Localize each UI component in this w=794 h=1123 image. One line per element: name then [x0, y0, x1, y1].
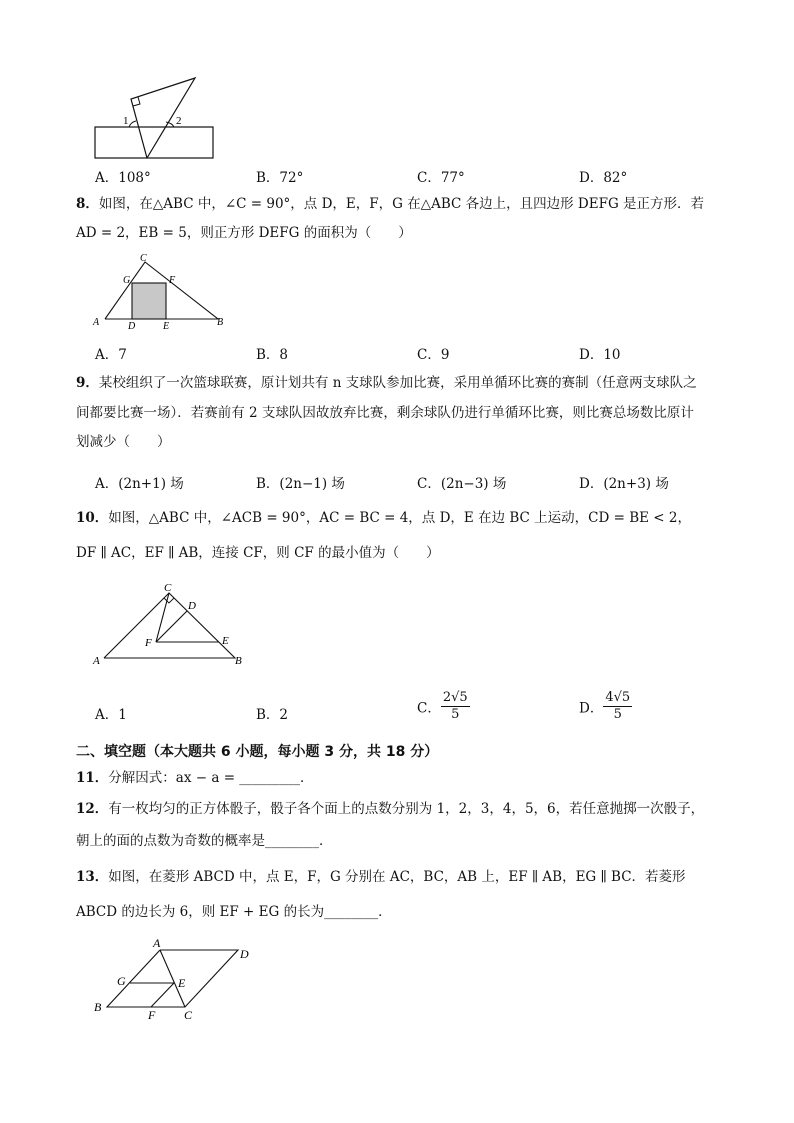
- q9-option-a[interactable]: A．(2n+1) 场: [95, 476, 184, 492]
- q13-label-f: F: [148, 1008, 156, 1022]
- section2-title: 二、填空题（本大题共 6 小题，每小题 3 分，共 18 分）: [76, 744, 439, 760]
- q10-text-line2: DF ∥ AC，EF ∥ AB，连接 CF，则 CF 的最小值为（ ）: [76, 545, 440, 561]
- q10-label-f: F: [145, 637, 152, 649]
- q7-option-c[interactable]: C．77°: [417, 170, 465, 186]
- q9-text-line2: 间都要比赛一场）．若赛前有 2 支球队因故放弃比赛，剩余球队仍进行单循环比赛，则比赛总场数比原计: [76, 405, 694, 421]
- q10-number: 10．: [76, 510, 109, 526]
- q10-option-b[interactable]: B．2: [256, 707, 289, 723]
- q12-number: 12．: [76, 801, 109, 817]
- q11-number: 11．: [76, 770, 109, 786]
- q7-option-a[interactable]: A．108°: [95, 170, 151, 186]
- q9-option-d[interactable]: D．(2n+3) 场: [579, 476, 669, 492]
- q8-square-defg: [132, 283, 166, 319]
- q11-text: 分解因式：ax − a = _________．: [108, 770, 314, 786]
- q10-option-d-fraction: $\frac{4√5}{5}$: [605, 690, 631, 722]
- q8-option-a[interactable]: A．7: [95, 347, 127, 363]
- q9-option-b[interactable]: B．(2n−1) 场: [256, 476, 345, 492]
- q10-option-d[interactable]: D． $\frac{4√5}{5}$: [579, 690, 631, 722]
- q13-label-a: A: [153, 936, 161, 950]
- q10-right-angle-mark: [164, 598, 174, 603]
- q13-label-g: G: [117, 974, 126, 988]
- q8-label-c: C: [140, 253, 147, 264]
- q8-label-e: E: [163, 321, 170, 332]
- q9-number: 9．: [76, 375, 99, 391]
- q10-segment-cf: [156, 593, 169, 642]
- q9-text-line1: 某校组织了一次篮球联赛，原计划共有 n 支球队参加比赛，采用单循环比赛的赛制（任意两支球队之: [98, 375, 697, 391]
- q10-option-a[interactable]: A．1: [95, 707, 127, 723]
- q8-option-d[interactable]: D．10: [579, 347, 621, 363]
- q13-label-c: C: [184, 1008, 193, 1022]
- q12-text-line1: 有一枚均匀的正方体骰子，骰子各个面上的点数分别为 1，2，3，4，5，6，若任意抛掷一次骰子，: [108, 801, 705, 817]
- q10-option-c-fraction: $\frac{2√5}{5}$: [442, 690, 468, 722]
- q10-option-c[interactable]: C． $\frac{2√5}{5}$: [417, 690, 468, 722]
- q13-label-d: D: [240, 947, 249, 961]
- q12-text-line2: 朝上的面的点数为奇数的概率是________．: [76, 833, 333, 849]
- q10-label-e: E: [222, 635, 229, 647]
- q10-question: [76, 507, 691, 529]
- q13-label-b: B: [94, 1000, 102, 1014]
- q13-segment-ef: [151, 983, 174, 1007]
- q13-label-e: E: [178, 976, 186, 990]
- q7-option-b[interactable]: B．72°: [256, 170, 304, 186]
- q8-number: 8．: [76, 196, 99, 212]
- q10-label-d: D: [188, 600, 196, 612]
- q8-label-d: D: [128, 321, 136, 332]
- q8-label-g: G: [123, 275, 131, 286]
- q7-angle2-label: 2: [176, 115, 182, 127]
- q11-question: [76, 767, 314, 789]
- q8-question: [76, 193, 704, 215]
- q8-label-a: A: [93, 317, 100, 328]
- q7-angle1-label: 1: [123, 115, 129, 127]
- q10-label-b: B: [235, 655, 242, 667]
- q9-option-c[interactable]: C．(2n−3) 场: [417, 476, 507, 492]
- q8-option-c[interactable]: C．9: [417, 347, 450, 363]
- q13-figure: [88, 935, 268, 1025]
- q7-figure: [90, 72, 220, 162]
- q7-triangle: [131, 78, 195, 158]
- q7-option-d[interactable]: D．82°: [579, 170, 628, 186]
- q10-figure: [90, 580, 250, 670]
- q8-figure: [90, 252, 230, 332]
- q10-label-a: A: [93, 655, 100, 667]
- q8-label-f: F: [169, 275, 176, 286]
- q8-text-line1: 如图，在△ABC 中，∠C = 90°，点 D，E，F，G 在△ABC 各边上，且四边形 DEFG 是正方形．若: [98, 196, 705, 212]
- q7-ruler-rectangle: [95, 127, 213, 158]
- q12-question: [76, 798, 704, 820]
- q13-text-line1: 如图，在菱形 ABCD 中，点 E，F，G 分别在 AC，BC，AB 上，EF ∥ AB，EG ∥ BC．若菱形: [108, 869, 686, 885]
- q13-question: [76, 866, 686, 888]
- q9-question: [76, 372, 697, 394]
- q10-text-line1: 如图，△ABC 中，∠ACB = 90°，AC = BC = 4，点 D，E 在边 BC 上运动，CD = BE < 2，: [108, 510, 691, 526]
- q13-number: 13．: [76, 869, 109, 885]
- q13-text-line2: ABCD 的边长为 6，则 EF + EG 的长为________．: [76, 904, 392, 920]
- q7-angle1-arc: [129, 121, 136, 127]
- q8-text-line2: AD = 2，EB = 5，则正方形 DEFG 的面积为（ ）: [76, 225, 412, 241]
- q8-option-b[interactable]: B．8: [256, 347, 289, 363]
- q9-text-line3: 划减少（ ）: [76, 434, 171, 450]
- q10-label-c: C: [164, 582, 172, 594]
- q8-label-b: B: [217, 317, 224, 328]
